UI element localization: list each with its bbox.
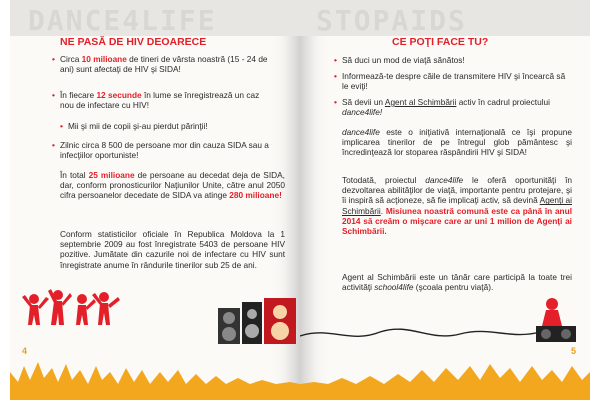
para-text: .: [380, 205, 384, 216]
speakers-illustration: [218, 298, 298, 346]
left-bullet-3: • Mii şi mii de copii şi-au pierdut părinţii!: [60, 121, 208, 131]
left-bullet-2: • În fiecare 12 secunde în lume se înregistrează un caz nou de infectare cu HIV!: [52, 90, 260, 111]
para-underline: Agenţi ai Schimbării: [342, 195, 572, 216]
bullet-text: Mii şi mii de copii şi-au pierdut părinţii!: [68, 121, 208, 131]
left-paragraph-2: Conform statisticilor oficiale în Republica Moldova la 1 septembrie 2009 au fost înregistrate 5403 de persoane HIV pozitive. Jumătate din cazurile noi de infectare cu HIV sunt înregistrate anume în rândurile tinerilor sub 25 de ani.: [60, 229, 285, 270]
para-italic: school4life: [374, 282, 414, 293]
right-bullet-1: • Să duci un mod de viaţă sănătos!: [334, 55, 465, 65]
bullet-bold: 12 secunde: [96, 90, 142, 100]
para-text: În total: [60, 170, 89, 180]
bullet-text: Să devii un: [342, 97, 385, 107]
bullet-text: În fiecare: [60, 90, 97, 100]
para-text: Agent al Schimbării este un tânăr care participă la toate trei activităţi: [342, 272, 572, 293]
left-bullet-1: • Circa 10 milioane de tineri de vârsta noastră (15 - 24 de ani) sunt afectaţi de HIV şi SIDA!: [52, 54, 268, 75]
grass-decoration: [10, 352, 300, 400]
bullet-text: activ în cadrul proiectului: [456, 97, 551, 107]
left-header-word: DANCE4LIFE: [28, 4, 217, 37]
right-paragraph-2: [342, 175, 572, 236]
para-text: le oferă oportunităţi în dezvoltarea abilităţilor de viaţă, importante pentru protejare, şi îi inspiră să acţioneze, să fie implicaţi activ, să devină: [342, 175, 573, 206]
bullet-underline: Agent al Schimbării: [384, 97, 457, 107]
right-bullet-3: • Să devii un Agent al Schimbării activ în cadrul proiectului dance4life!: [334, 97, 551, 118]
para-red-bold: Misiunea noastră comună este ca până în anul 2014 să creăm o mişcare care ar uni 1 milion de Agenţi ai Schimbării.: [342, 205, 573, 237]
bullet-text: Informează-te despre căile de transmitere HIV şi încearcă să le eviţi!: [342, 71, 566, 92]
para-text: (şcoala pentru viaţă).: [413, 282, 494, 293]
bullet-bold: 10 milioane: [81, 54, 127, 64]
left-bullet-4: • Zilnic circa 8 500 de persoane mor din cauza SIDA sau a infecţiilor oportuniste!: [52, 140, 269, 161]
para-text: este o iniţiativă internaţională ce îşi propune implicarea tinerilor de pe întregul glob pământesc şi încredinţează lor stoparea răspândirii HIV şi SIDA!: [342, 127, 572, 158]
left-heading: NE PASĂ DE HIV DEOARECE: [60, 36, 207, 48]
bullet-italic: dance4life!: [342, 107, 383, 118]
right-heading: CE POŢI FACE TU?: [392, 36, 489, 48]
right-page-number: 5: [570, 346, 576, 356]
para-text: Totodată, proiectul: [342, 175, 426, 185]
para-italic: dance4life: [342, 127, 380, 137]
right-page: [300, 0, 590, 400]
grass-decoration: [300, 352, 590, 400]
bullet-text: Circa: [60, 54, 82, 64]
right-header-word: STOPAIDS: [316, 4, 467, 37]
bullet-text: Zilnic circa 8 500 de persoane mor din cauza SIDA sau a infecţiilor oportuniste!: [60, 140, 269, 161]
para-text: de persoane au decedat deja de SIDA, dar, conform pronosticurilor Naţiunilor Unite, către anul 2050 cifra persoanelor decedate de SIDA va atinge: [60, 170, 285, 201]
bullet-text: Să duci un mod de viaţă sănătos!: [342, 55, 465, 65]
right-paragraph-1: [342, 127, 572, 158]
dj-figure-illustration: [532, 296, 582, 346]
bullet-text: în lume se înregistrează un caz nou de infectare cu HIV!: [60, 90, 260, 111]
left-page-number: 4: [22, 346, 28, 356]
right-paragraph-3: [342, 272, 572, 292]
para-bold: 280 milioane!: [229, 190, 282, 201]
left-paragraph-1: [60, 170, 285, 201]
para-italic: dance4life: [425, 175, 464, 185]
left-page: [10, 0, 300, 400]
para-bold: 25 milioane: [88, 170, 135, 180]
dancers-illustration: [22, 285, 122, 345]
right-bullet-2: • Informează-te despre căile de transmitere HIV şi încearcă să le eviţi!: [334, 71, 566, 92]
bullet-text: de tineri de vârsta noastră (15 - 24 de ani) sunt afectaţi de HIV şi SIDA!: [60, 54, 268, 75]
